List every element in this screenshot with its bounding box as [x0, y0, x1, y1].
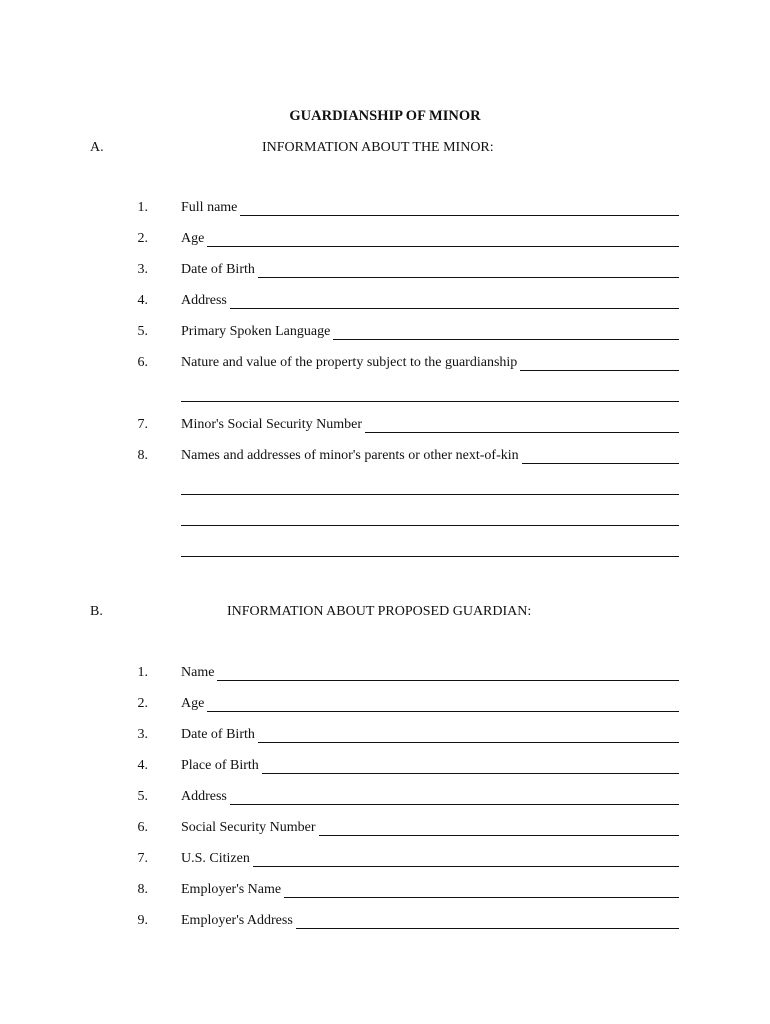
- next-of-kin-line-3[interactable]: [181, 524, 679, 526]
- field-label: Employer's Address: [181, 913, 293, 928]
- section-a-heading: INFORMATION ABOUT THE MINOR:: [262, 140, 494, 155]
- section-b-heading: INFORMATION ABOUT PROPOSED GUARDIAN:: [227, 604, 532, 619]
- section-a-letter: A.: [90, 140, 104, 155]
- minor-ssn-row: [0, 417, 770, 437]
- guardian-pob-field[interactable]: [262, 759, 679, 774]
- field-label: Address: [181, 293, 227, 308]
- guardian-employer-name-field[interactable]: [284, 883, 679, 898]
- minor-full-name-row: [0, 200, 770, 220]
- minor-language-row: [0, 324, 770, 344]
- guardian-name-field[interactable]: [217, 666, 679, 681]
- field-label: Minor's Social Security Number: [181, 417, 362, 432]
- minor-next-of-kin-field[interactable]: [522, 449, 679, 464]
- guardian-address-field[interactable]: [230, 790, 679, 805]
- guardian-citizen-field[interactable]: [253, 852, 679, 867]
- minor-age-row: [0, 231, 770, 251]
- section-b-letter: B.: [90, 604, 103, 619]
- item-number: 6.: [137, 355, 148, 370]
- field-label: Nature and value of the property subject to the guardianship: [181, 355, 518, 370]
- field-label: Date of Birth: [181, 727, 255, 742]
- minor-next-of-kin-row: [0, 448, 770, 468]
- form-title: GUARDIANSHIP OF MINOR: [289, 108, 481, 124]
- field-label: Primary Spoken Language: [181, 324, 331, 339]
- field-label: Date of Birth: [181, 262, 255, 277]
- item-number: 4.: [137, 293, 148, 308]
- minor-language-field[interactable]: [333, 325, 679, 340]
- minor-dob-row: [0, 262, 770, 282]
- guardian-ssn-row: [0, 820, 770, 840]
- item-number: 8.: [137, 882, 148, 897]
- item-number: 8.: [137, 448, 148, 463]
- item-number: 1.: [137, 200, 148, 215]
- guardian-dob-row: [0, 727, 770, 747]
- minor-address-field[interactable]: [230, 294, 679, 309]
- field-label: Name: [181, 665, 215, 680]
- item-number: 5.: [137, 324, 148, 339]
- minor-age-field[interactable]: [207, 232, 679, 247]
- field-label: Names and addresses of minor's parents or other next-of-kin: [181, 448, 519, 463]
- field-label: Social Security Number: [181, 820, 316, 835]
- item-number: 2.: [137, 231, 148, 246]
- item-number: 2.: [137, 696, 148, 711]
- field-label: Address: [181, 789, 227, 804]
- guardian-employer-address-field[interactable]: [296, 914, 679, 929]
- item-number: 7.: [137, 417, 148, 432]
- field-label: Age: [181, 231, 205, 246]
- minor-address-row: [0, 293, 770, 313]
- minor-property-continuation-line[interactable]: [181, 400, 679, 402]
- item-number: 5.: [137, 789, 148, 804]
- field-label: Age: [181, 696, 205, 711]
- item-number: 7.: [137, 851, 148, 866]
- guardian-ssn-field[interactable]: [319, 821, 679, 836]
- guardian-dob-field[interactable]: [258, 728, 679, 743]
- guardian-age-row: [0, 696, 770, 716]
- next-of-kin-line-4[interactable]: [181, 555, 679, 557]
- guardian-address-row: [0, 789, 770, 809]
- guardian-pob-row: [0, 758, 770, 778]
- item-number: 3.: [137, 262, 148, 277]
- field-label: Employer's Name: [181, 882, 282, 897]
- minor-dob-field[interactable]: [258, 263, 679, 278]
- field-label: Place of Birth: [181, 758, 259, 773]
- item-number: 6.: [137, 820, 148, 835]
- item-number: 9.: [137, 913, 148, 928]
- guardian-age-field[interactable]: [207, 697, 679, 712]
- guardian-employer-address-row: [0, 913, 770, 933]
- field-label: U.S. Citizen: [181, 851, 250, 866]
- minor-property-row: [0, 355, 770, 375]
- guardian-citizen-row: [0, 851, 770, 871]
- item-number: 1.: [137, 665, 148, 680]
- minor-full-name-field[interactable]: [240, 201, 679, 216]
- guardian-employer-name-row: [0, 882, 770, 902]
- next-of-kin-line-2[interactable]: [181, 493, 679, 495]
- item-number: 4.: [137, 758, 148, 773]
- minor-ssn-field[interactable]: [365, 418, 679, 433]
- guardian-name-row: [0, 665, 770, 685]
- field-label: Full name: [181, 200, 238, 215]
- minor-property-field[interactable]: [520, 356, 679, 371]
- item-number: 3.: [137, 727, 148, 742]
